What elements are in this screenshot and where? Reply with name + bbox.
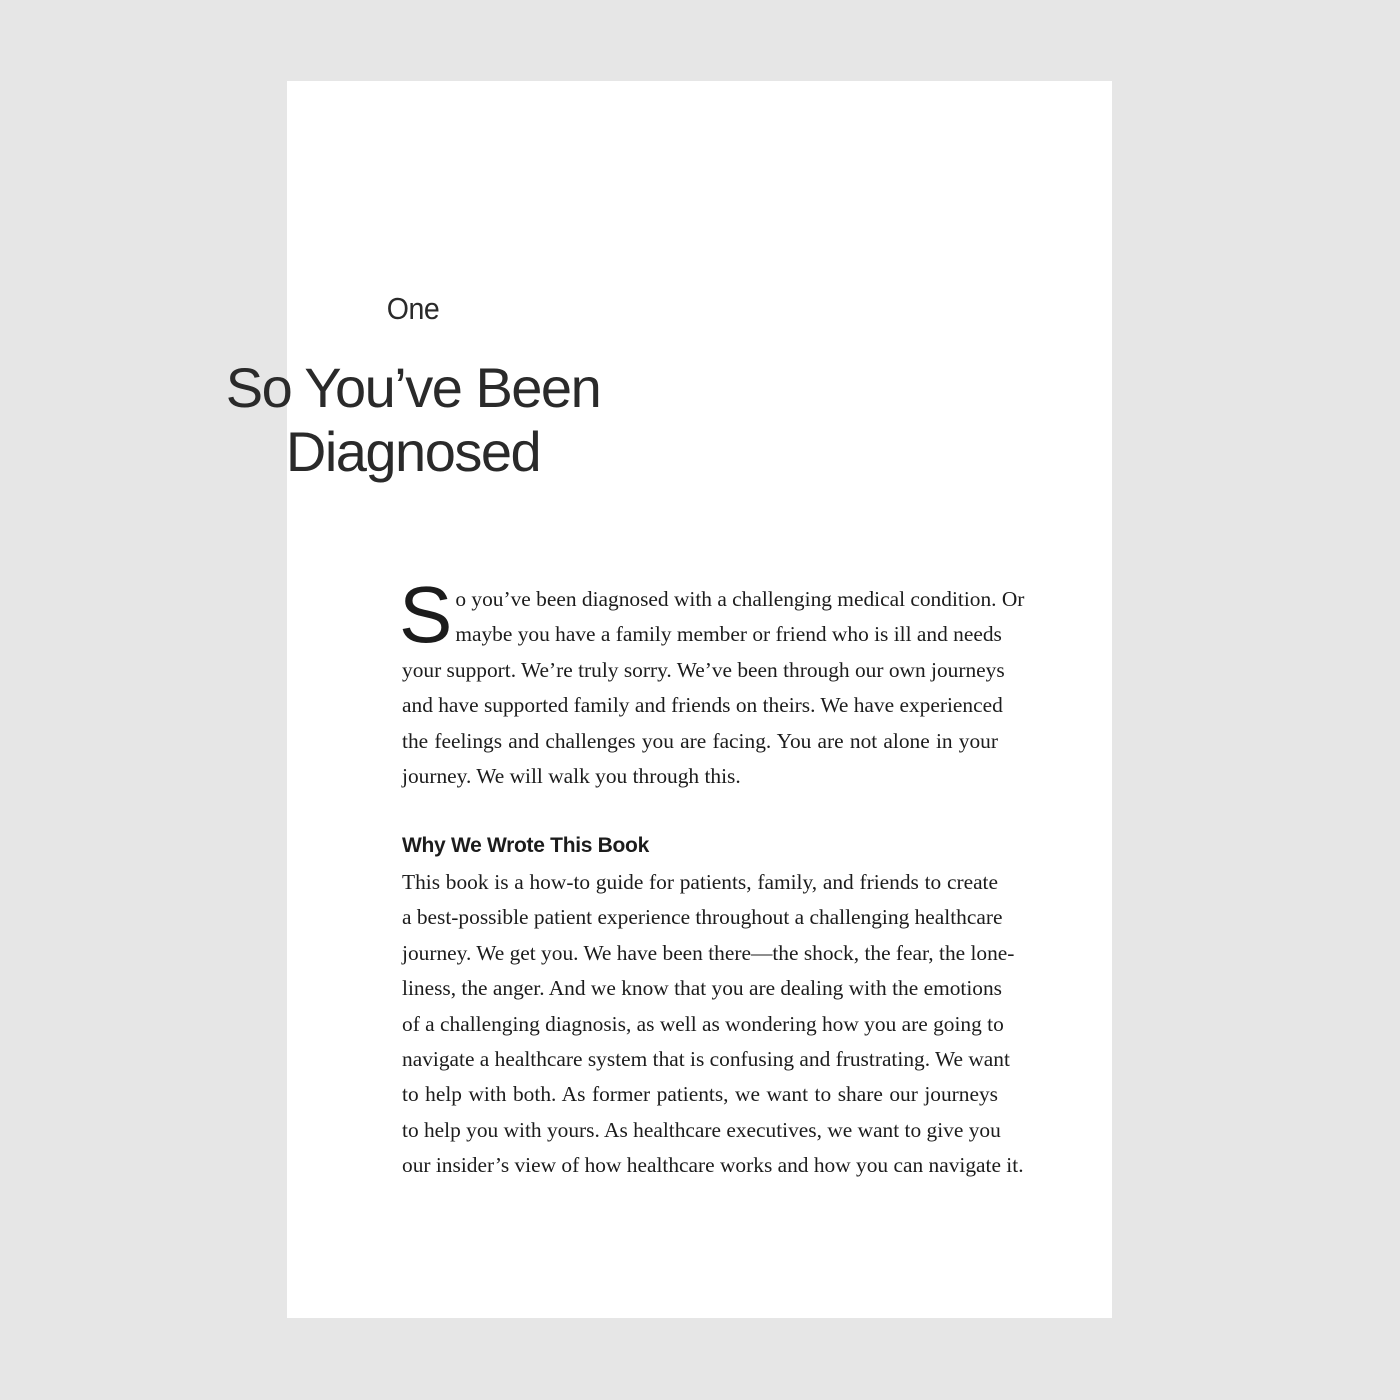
paragraph-line: the feelings and challenges you are facing. You are not alone in your [402, 728, 998, 753]
paragraph-line: to help with both. As former patients, we want to share our journeys [402, 1082, 998, 1107]
paragraph-line: navigate a healthcare system that is confusing and frustrating. We want [402, 1047, 1010, 1072]
paragraph-line: your support. We’re truly sorry. We’ve been through our own journeys [402, 657, 1005, 682]
paragraph-line: a best-possible patient experience throughout a challenging healthcare [402, 905, 1003, 930]
section-heading: Why We Wrote This Book [402, 834, 649, 857]
paragraph-line: our insider’s view of how healthcare works and how you can navigate it. [402, 1153, 1024, 1178]
paragraph-line: maybe you have a family member or friend who is ill and needs [455, 622, 1002, 647]
paragraph-line: journey. We will walk you through this. [402, 764, 741, 789]
chapter-title-line: Diagnosed [285, 420, 541, 483]
paragraph-line: liness, the anger. And we know that you are dealing with the emotions [402, 976, 1003, 1001]
paragraph-line: and have supported family and friends on theirs. We have experienced [402, 693, 1003, 718]
paragraph-line: This book is a how-to guide for patients, family, and friends to create [402, 870, 998, 894]
paragraph-line: journey. We get you. We have been there—the shock, the fear, the lone- [402, 940, 1015, 965]
paragraph-line: of a challenging diagnosis, as well as wondering how you are going to [402, 1011, 1004, 1036]
paragraph-line: to help you with yours. As healthcare executives, we want to give you [402, 1117, 1001, 1142]
intro-paragraph [399, 570, 1025, 794]
chapter-title-line: So You’ve Been [225, 356, 601, 419]
chapter-title [0, 356, 1113, 484]
chapter-number: One [386, 291, 440, 326]
section-paragraph [402, 865, 1024, 1184]
drop-cap: S [399, 570, 453, 659]
paragraph-line: o you’ve been diagnosed with a challenging medical condition. Or [455, 587, 1025, 611]
